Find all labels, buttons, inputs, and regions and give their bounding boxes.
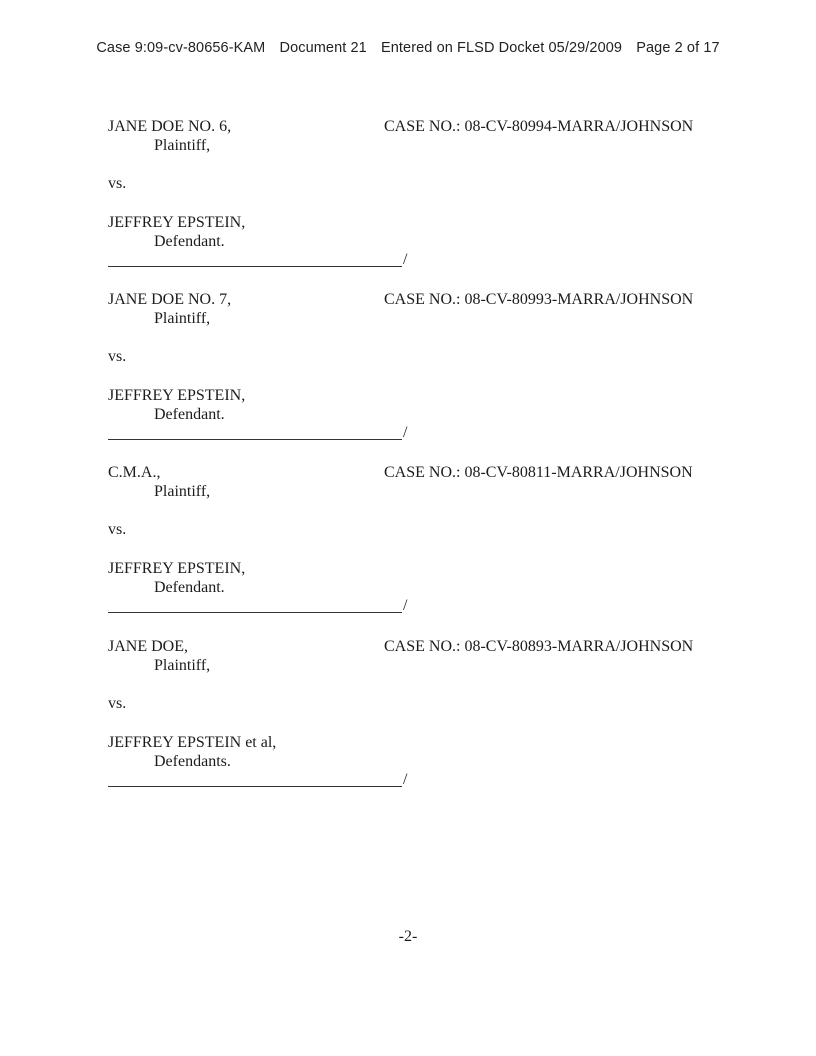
case-number: CASE NO.: 08-CV-80811-MARRA/JOHNSON xyxy=(384,464,693,481)
defendant-role: Defendants. xyxy=(154,753,231,770)
docket-document-number: Document 21 xyxy=(279,40,367,56)
docket-page-count: Page 2 of 17 xyxy=(636,40,720,56)
case-number: CASE NO.: 08-CV-80993-MARRA/JOHNSON xyxy=(384,291,694,308)
rule-slash: / xyxy=(403,251,408,268)
defendant-role: Defendant. xyxy=(154,579,225,596)
defendant-name: JEFFREY EPSTEIN, xyxy=(108,387,246,404)
rule-slash: / xyxy=(403,424,408,441)
versus-label: vs. xyxy=(108,348,127,365)
defendant-name: JEFFREY EPSTEIN et al, xyxy=(108,734,277,751)
defendant-name: JEFFREY EPSTEIN, xyxy=(108,560,246,577)
defendant-role: Defendant. xyxy=(154,406,225,423)
case-number: CASE NO.: 08-CV-80893-MARRA/JOHNSON xyxy=(384,638,694,655)
page-number: -2- xyxy=(398,928,418,945)
docket-stamp xyxy=(0,40,816,56)
docket-case-number: Case 9:09-cv-80656-KAM xyxy=(96,40,266,56)
case-number: CASE NO.: 08-CV-80994-MARRA/JOHNSON xyxy=(384,118,694,135)
signature-rule xyxy=(108,786,402,787)
plaintiff-role: Plaintiff, xyxy=(154,310,211,327)
signature-rule xyxy=(108,439,402,440)
plaintiff-name: JANE DOE NO. 6, xyxy=(108,118,232,135)
rule-slash: / xyxy=(403,597,408,614)
rule-slash: / xyxy=(403,771,408,788)
plaintiff-role: Plaintiff, xyxy=(154,657,211,674)
plaintiff-role: Plaintiff, xyxy=(154,483,211,500)
versus-label: vs. xyxy=(108,521,127,538)
versus-label: vs. xyxy=(108,695,127,712)
plaintiff-name: JANE DOE, xyxy=(108,638,188,655)
signature-rule xyxy=(108,612,402,613)
plaintiff-name: C.M.A., xyxy=(108,464,161,481)
docket-entry-date: Entered on FLSD Docket 05/29/2009 xyxy=(380,40,623,56)
plaintiff-name: JANE DOE NO. 7, xyxy=(108,291,232,308)
plaintiff-role: Plaintiff, xyxy=(154,137,211,154)
defendant-name: JEFFREY EPSTEIN, xyxy=(108,214,246,231)
signature-rule xyxy=(108,266,402,267)
defendant-role: Defendant. xyxy=(154,233,225,250)
versus-label: vs. xyxy=(108,175,127,192)
